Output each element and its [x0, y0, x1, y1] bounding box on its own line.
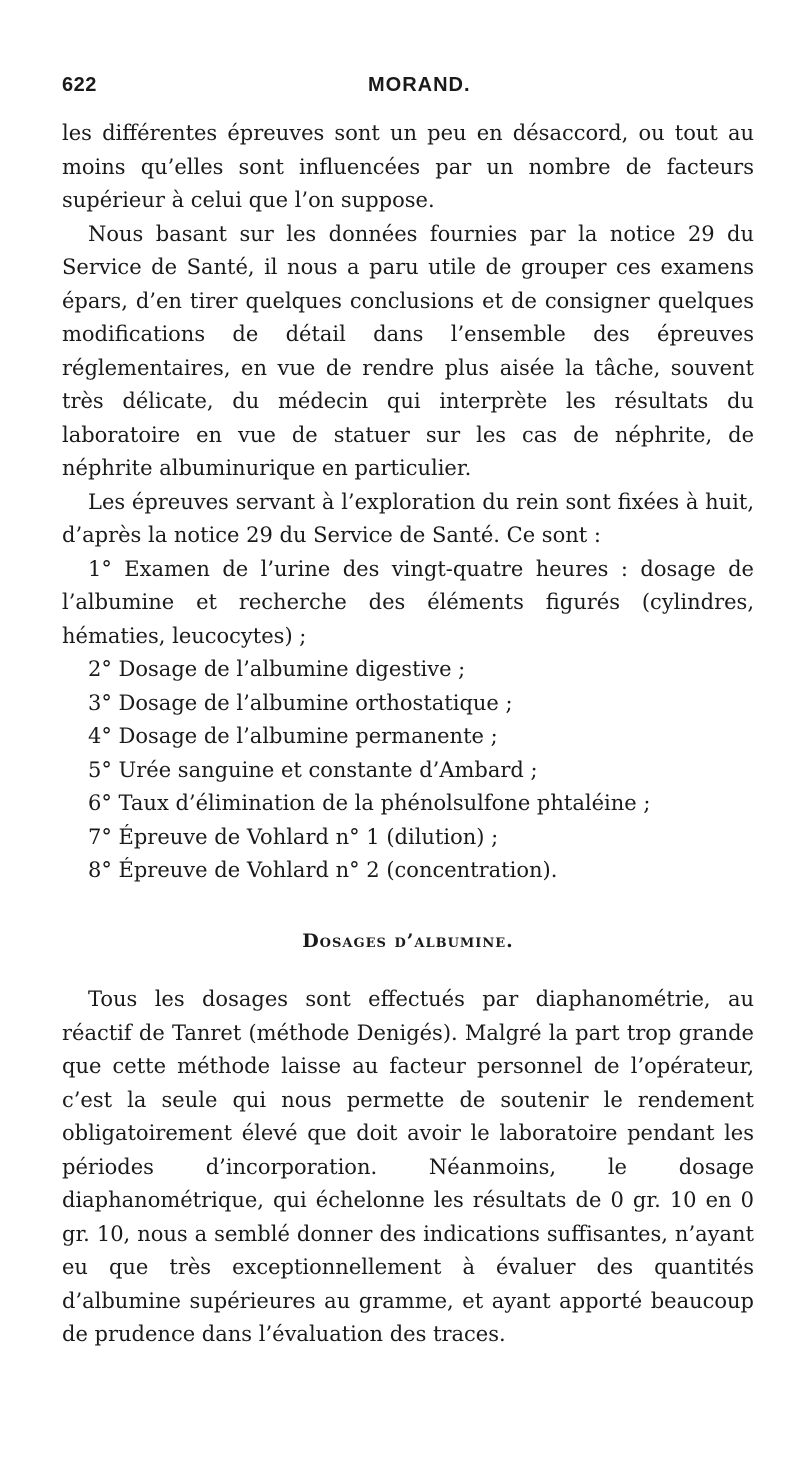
paragraph-continuation: les différentes épreuves sont un peu en désaccord, ou tout au moins qu’elles sont influencées par un nombre de facteurs supérieur à celui que l’on suppose. — [62, 121, 754, 212]
list-item: 3° Dosage de l’albumine orthostatique ; — [88, 690, 513, 715]
paragraph-notice: Nous basant sur les données fournies par la notice 29 du Service de Santé, il nous a paru utile de grouper ces examens épars, d’en tirer quelques conclusions et de consigner quelques modifications de détail dans l’ensemble des épreuves réglementaires, en vue de rendre plus aisée la tâche, souvent très délicate, du médecin qui interprète les résultats du laboratoire en vue de statuer sur les cas de néphrite, de néphrite albuminurique en particulier. — [62, 221, 754, 480]
page-number: 622 — [62, 74, 97, 96]
list-item: 5° Urée sanguine et constante d’Ambard ; — [88, 757, 538, 782]
list-item: 7° Épreuve de Vohlard n° 1 (dilution) ; — [88, 824, 499, 849]
list-item: 6° Taux d’élimination de la phénolsulfone phtaléine ; — [88, 791, 651, 815]
page-header — [62, 74, 752, 104]
epreuves-list — [62, 553, 754, 888]
body-text-section — [62, 983, 754, 1352]
paragraph-dosages: Tous les dosages sont effectués par diaphanométrie, au réactif de Tanret (méthode Denigés). Malgré la part trop grande que cette méthode laisse au facteur personnel de l’opérateur, c’est la seule qui nous permette de soutenir le rendement obligatoirement élevé que doit avoir le laboratoire pendant les périodes d’incorporation. Néanmoins, le dosage diaphanométrique, qui échelonne les résultats de 0 gr. 10 en 0 gr. 10, nous a semblé donner des indications suffisantes, n’ayant eu que très exceptionnellement à évaluer des quantités d’albumine supérieures au gramme, et ayant apporté beaucoup de prudence dans l’évaluation des traces. — [62, 987, 754, 1346]
list-item: 8° Épreuve de Vohlard n° 2 (concentration). — [88, 858, 558, 882]
body-text-top — [62, 117, 754, 888]
list-item: 1° Examen de l’urine des vingt-quatre heures : dosage de l’albumine et recherche des éléments figurés (cylindres, hématies, leucocytes) ; — [62, 556, 754, 648]
running-head: MORAND. — [368, 74, 471, 96]
paragraph-epreuves-intro: Les épreuves servant à l’exploration du rein sont fixées à huit, d’après la notice 29 du Service de Santé. Ce sont : — [62, 489, 754, 547]
list-item: 4° Dosage de l’albumine permanente ; — [88, 724, 498, 748]
section-heading: Dosages d’albumine. — [302, 930, 514, 952]
list-item: 2° Dosage de l’albumine digestive ; — [88, 657, 466, 681]
